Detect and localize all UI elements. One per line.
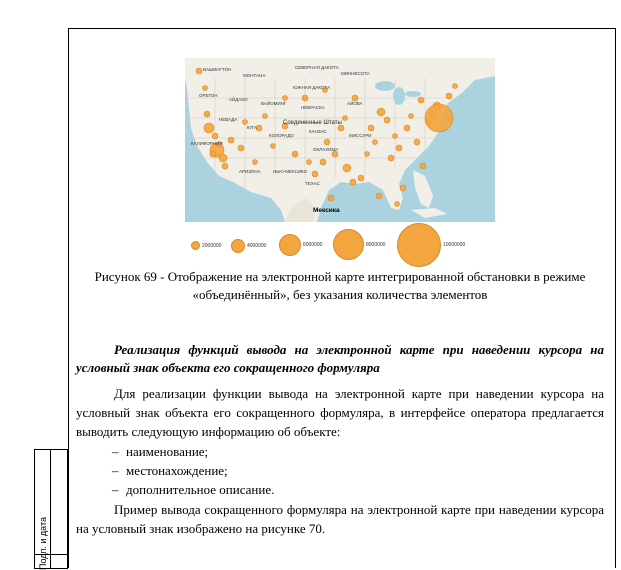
map-label: НЕБРАСКА — [301, 105, 325, 110]
legend-label: 6000000 — [303, 242, 323, 248]
list-item — [112, 461, 274, 480]
legend-item — [333, 229, 385, 260]
legend-label: 4000000 — [247, 243, 267, 249]
map-label: ВАШИНГТОН — [203, 67, 232, 72]
paragraph: Пример вывода сокращенного формуляра на электронной карте при наведении курсора на условный знак изображено на рисунке 70. — [76, 502, 604, 536]
map-label: ОКЛАХОМА — [313, 147, 339, 152]
legend-item — [191, 241, 221, 250]
title-block-stamp — [34, 449, 68, 569]
map-label: СЕВЕРНАЯ ДАКОТА — [295, 65, 339, 70]
list-dash: – — [112, 482, 119, 497]
map-label: ЮЖНАЯ ДАКОТА — [293, 85, 331, 90]
map-label: КАЛИФОРНИЯ — [191, 141, 223, 146]
map-label: ВАЙОМИНГ — [261, 101, 287, 106]
legend-label: 2000000 — [202, 242, 222, 249]
legend-item — [279, 234, 322, 256]
legend-label: 10000000 — [443, 242, 466, 248]
legend-item — [231, 239, 266, 253]
map-label: АЙОВА — [347, 101, 363, 106]
map-legend — [185, 226, 495, 264]
section-title: Реализация функций вывода на электронной карте при наведении курсора на условный знак объекта его сокращенного формуляра — [76, 342, 604, 375]
map-canvas — [185, 58, 495, 222]
paragraph: Для реализации функции вывода на электронной карте при наведении курсора на условный знак объекта его сокращенного формуляра, в интерфейсе оператора предлагается выводить следующую информацию об объекте: — [76, 386, 604, 439]
map-label: КОЛОРАДО — [269, 133, 294, 138]
legend-circle — [279, 234, 301, 256]
map-label: НЬЮ-МЕКСИКО — [273, 169, 308, 174]
map-label: ОРЕГОН — [199, 93, 218, 98]
map-label: ТЕХАС — [305, 181, 320, 186]
figure-caption: Рисунок 69 - Отображение на электронной карте интегрированной обстановки в режиме «объединённый», без указания количества элементов — [94, 269, 586, 302]
list-item — [112, 442, 274, 461]
legend-circle — [231, 239, 245, 253]
legend-circle — [333, 229, 364, 260]
map-label-country: Соединенные Штаты — [283, 120, 342, 126]
map-label: НЕВАДА — [219, 117, 238, 122]
list-item-text: местонахождение; — [126, 463, 228, 478]
map-label: АРИЗОНА — [239, 169, 261, 174]
map-label: МОНТАНА — [243, 73, 266, 78]
map-label: МИССУРИ — [349, 133, 372, 138]
legend-circle — [191, 241, 200, 250]
map-label: АЙДАХО — [229, 97, 248, 102]
bubble-map[interactable] — [185, 58, 495, 222]
legend-item — [397, 223, 465, 267]
legend-circle — [397, 223, 441, 267]
map-label: МИННЕСОТА — [341, 71, 370, 76]
list-dash: – — [112, 463, 119, 478]
list-dash: – — [112, 444, 119, 459]
info-list — [112, 442, 274, 499]
legend-label: 8000000 — [366, 241, 386, 248]
map-label: КАНЗАС — [309, 129, 327, 134]
stamp-label: Подп. и дата — [38, 516, 48, 570]
map-label: ЮТА — [247, 125, 257, 130]
list-item — [112, 480, 274, 499]
list-item-text: наименование; — [126, 444, 209, 459]
list-item-text: дополнительное описание. — [126, 482, 275, 497]
map-label-mexico: Мексика — [313, 207, 340, 214]
